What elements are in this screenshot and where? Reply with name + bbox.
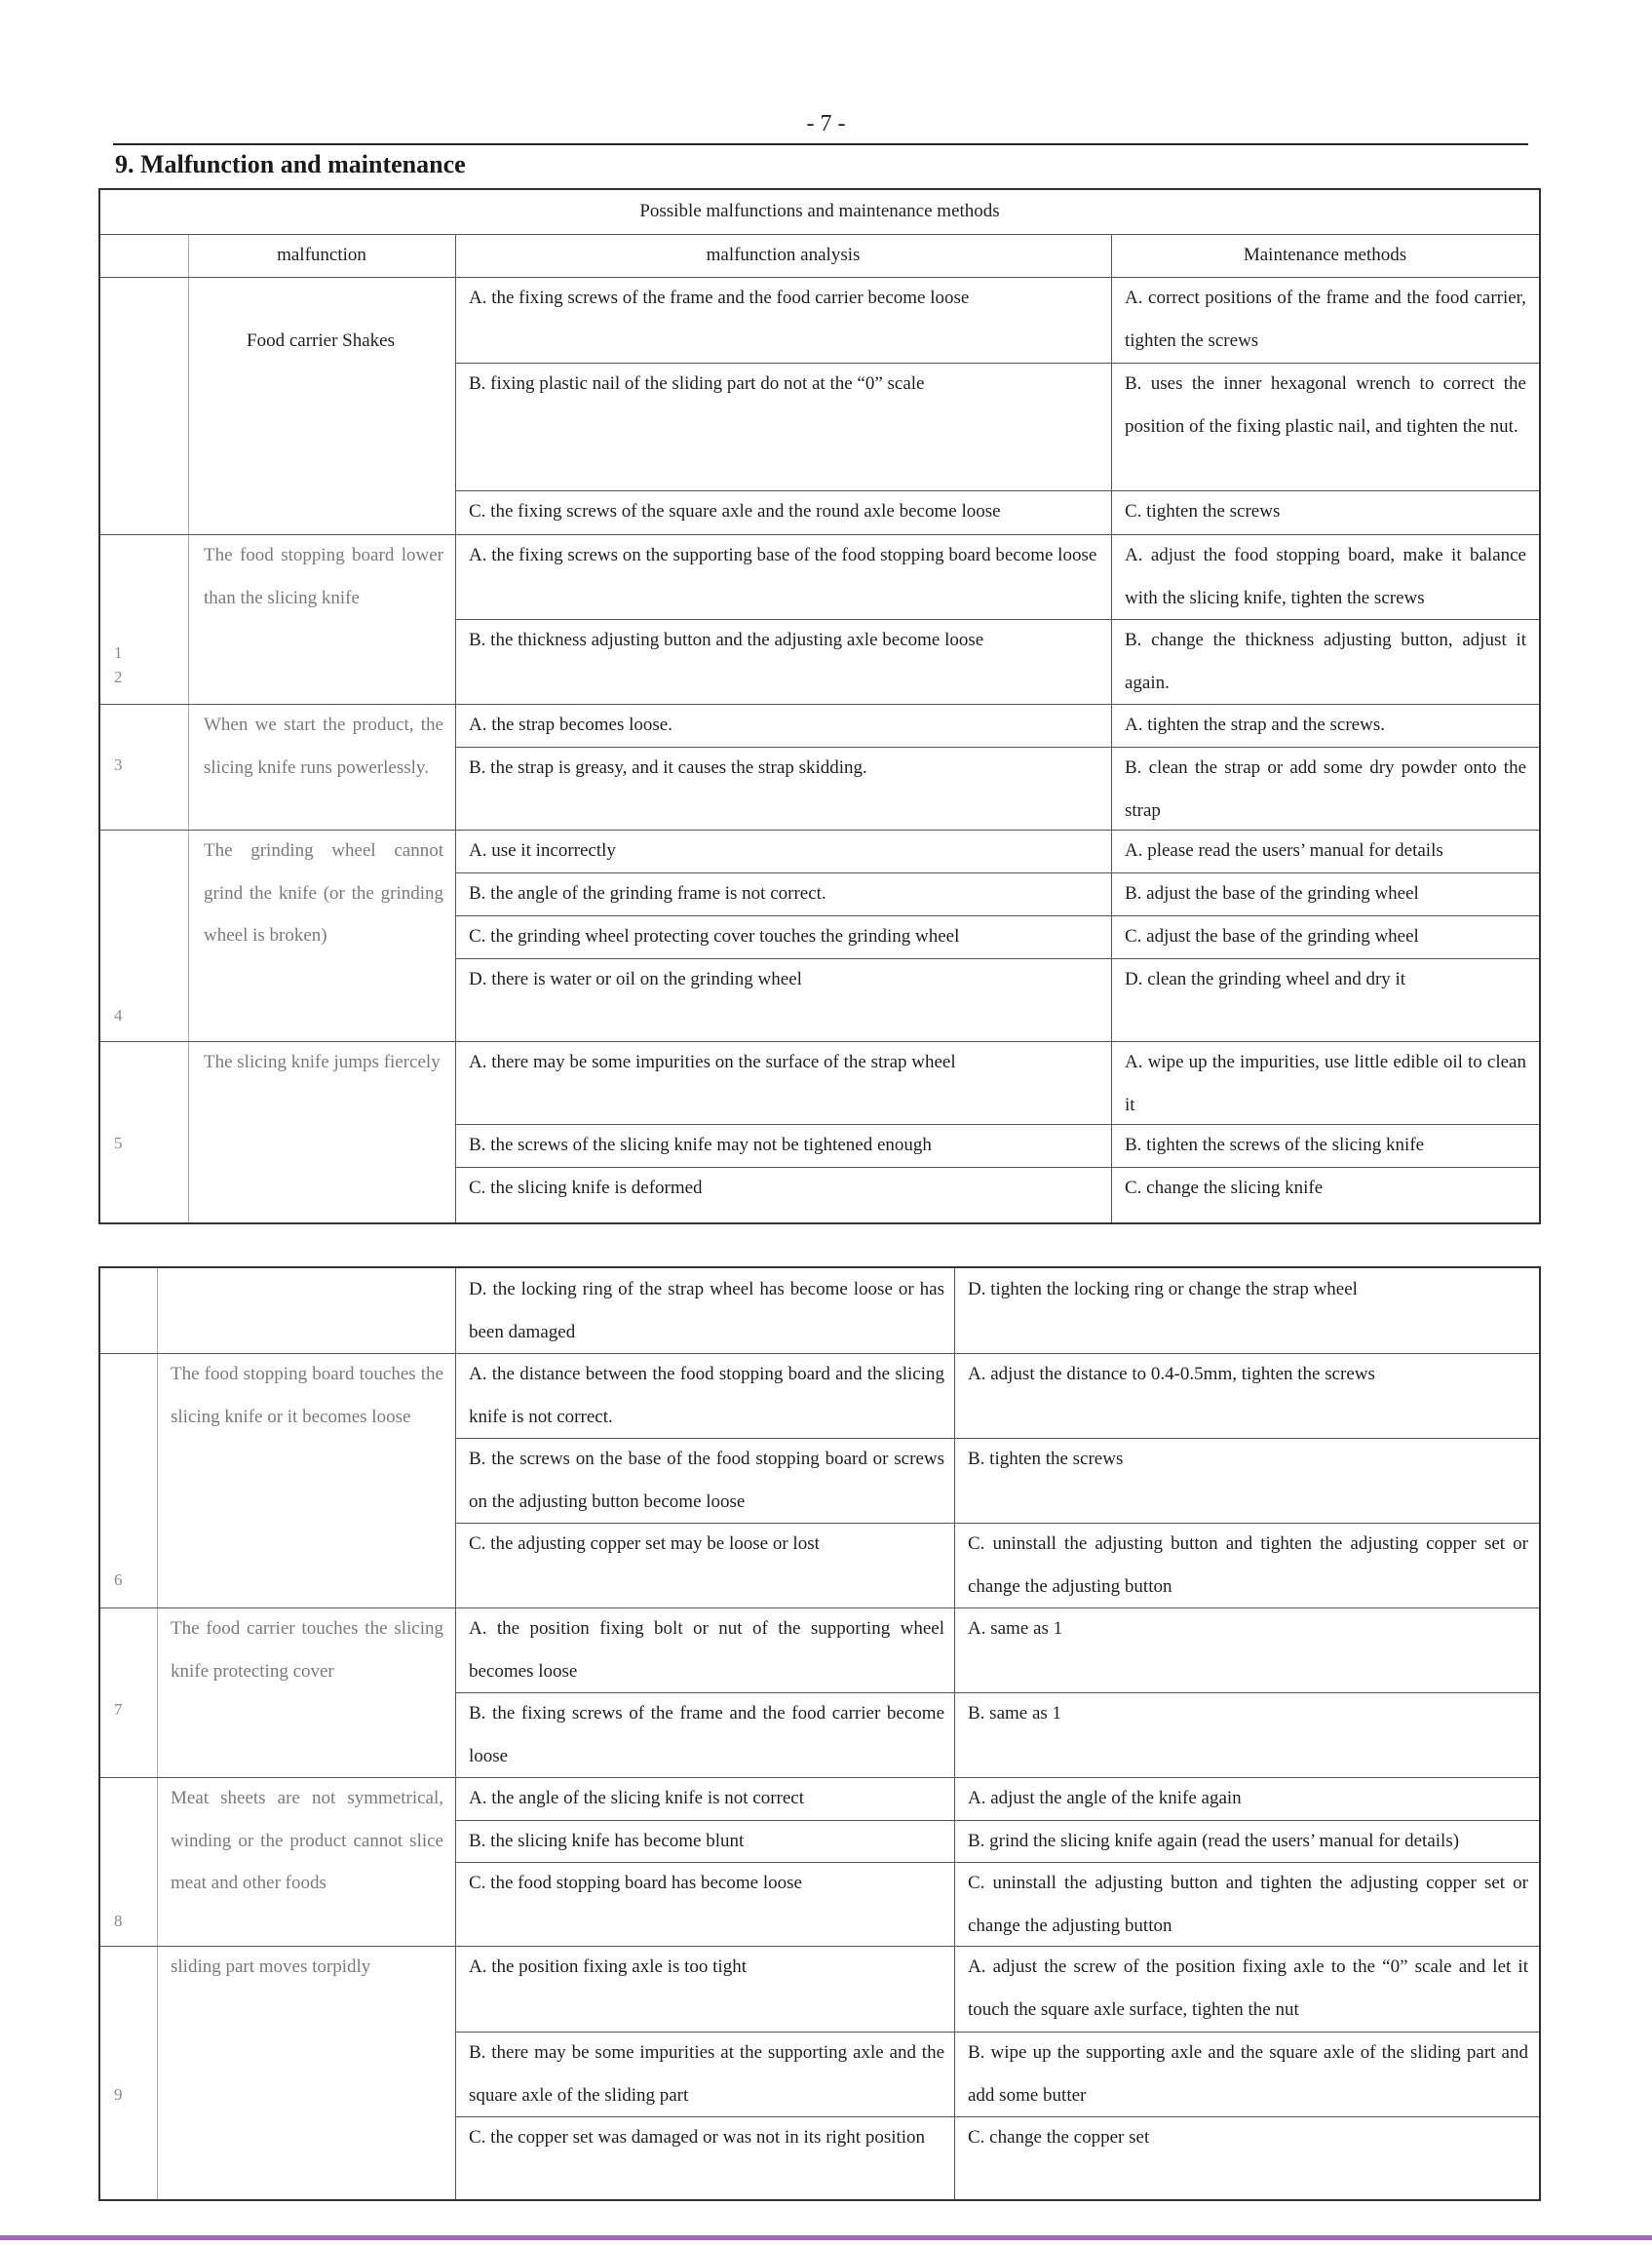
method-cell: A. adjust the angle of the knife again — [968, 1788, 1242, 1808]
method-cell: B. grind the slicing knife again (read the users’ manual for details) — [968, 1831, 1460, 1851]
method-cell: C. uninstall the adjusting button and tighten the adjusting copper set or change the adjusting button — [968, 1873, 1528, 1936]
malfunction-cell: The food carrier touches the slicing knife protecting cover — [171, 1618, 443, 1682]
column-divider — [455, 234, 456, 1222]
method-cell: D. tighten the locking ring or change the strap wheel — [968, 1279, 1358, 1299]
page-bottom-bar — [0, 2235, 1652, 2240]
method-cell: A. adjust the screw of the position fixing axle to the “0” scale and let it touch the square axle surface, tighten the nut — [968, 1956, 1528, 2020]
method-cell: B. adjust the base of the grinding wheel — [1125, 883, 1419, 904]
method-cell: A. adjust the distance to 0.4-0.5mm, tighten the screws — [968, 1364, 1375, 1384]
analysis-cell: A. the strap becomes loose. — [469, 715, 672, 735]
maintenance-table-2 — [98, 1266, 1541, 2201]
method-cell: B. tighten the screws — [968, 1449, 1124, 1469]
method-cell: B. tighten the screws of the slicing knife — [1125, 1135, 1425, 1155]
analysis-cell: C. the fixing screws of the square axle and the round axle become loose — [469, 501, 1001, 522]
method-cell: C. uninstall the adjusting button and tighten the adjusting copper set or change the adjusting button — [968, 1533, 1528, 1597]
header-methods: Maintenance methods — [1243, 245, 1407, 265]
analysis-cell: A. there may be some impurities on the surface of the strap wheel — [469, 1052, 956, 1072]
analysis-cell: B. the thickness adjusting button and the adjusting axle become loose — [469, 630, 984, 650]
method-cell: A. wipe up the impurities, use little edible oil to clean it — [1125, 1052, 1526, 1115]
header-rule — [113, 143, 1528, 145]
column-divider — [157, 1268, 158, 2199]
analysis-cell: A. the distance between the food stopping board and the slicing knife is not correct. — [469, 1364, 944, 1427]
method-cell: B. wipe up the supporting axle and the square axle of the sliding part and add some butter — [968, 2042, 1528, 2106]
method-cell: C. change the copper set — [968, 2127, 1150, 2148]
header-analysis: malfunction analysis — [706, 245, 861, 265]
analysis-cell: C. the grinding wheel protecting cover touches the grinding wheel — [469, 926, 960, 947]
analysis-cell: C. the adjusting copper set may be loose or lost — [469, 1533, 820, 1554]
malfunction-cell: sliding part moves torpidly — [171, 1956, 371, 1977]
malfunction-cell: The slicing knife jumps fiercely — [204, 1052, 441, 1072]
method-cell: B. same as 1 — [968, 1703, 1062, 1723]
row-number: 8 — [114, 1912, 123, 1930]
analysis-cell: B. fixing plastic nail of the sliding part do not at the “0” scale — [469, 373, 925, 394]
analysis-cell: A. the fixing screws of the frame and the food carrier become loose — [469, 288, 970, 308]
method-cell: C. change the slicing knife — [1125, 1178, 1324, 1198]
page-number: - 7 - — [806, 111, 846, 136]
column-divider — [954, 1268, 955, 2199]
method-cell: A. correct positions of the frame and the food carrier, tighten the screws — [1125, 288, 1526, 351]
table-title: Possible malfunctions and maintenance methods — [639, 201, 1000, 221]
method-cell: A. adjust the food stopping board, make it balance with the slicing knife, tighten the screws — [1125, 545, 1526, 608]
column-divider — [188, 234, 189, 1222]
method-cell: C. tighten the screws — [1125, 501, 1281, 522]
malfunction-cell: The food stopping board lower than the slicing knife — [204, 545, 443, 608]
section-heading: 9. Malfunction and maintenance — [115, 150, 466, 178]
method-cell: A. same as 1 — [968, 1618, 1063, 1639]
row-number: 4 — [114, 1006, 123, 1025]
analysis-cell: B. the slicing knife has become blunt — [469, 1831, 745, 1851]
row-number: 3 — [114, 755, 123, 774]
analysis-cell: B. the screws on the base of the food stopping board or screws on the adjusting button become loose — [469, 1449, 944, 1512]
malfunction-cell: When we start the product, the slicing knife runs powerlessly. — [204, 715, 443, 778]
header-malfunction: malfunction — [277, 245, 366, 265]
analysis-cell: A. the fixing screws on the supporting base of the food stopping board become loose — [469, 545, 1097, 565]
malfunction-cell: Meat sheets are not symmetrical, winding or the product cannot slice meat and other foods — [171, 1788, 443, 1893]
analysis-cell: B. the angle of the grinding frame is not correct. — [469, 883, 826, 904]
analysis-cell: B. there may be some impurities at the supporting axle and the square axle of the sliding part — [469, 2042, 944, 2106]
row-number: 7 — [114, 1700, 123, 1719]
maintenance-table-1 — [98, 188, 1541, 1224]
column-divider — [1111, 234, 1112, 1222]
malfunction-cell: The food stopping board touches the slicing knife or it becomes loose — [171, 1364, 443, 1427]
method-cell: D. clean the grinding wheel and dry it — [1125, 969, 1406, 989]
column-divider — [455, 1268, 456, 2199]
malfunction-cell: Food carrier Shakes — [247, 330, 395, 351]
row-number: 1 — [114, 643, 123, 662]
method-cell: A. tighten the strap and the screws. — [1125, 715, 1385, 735]
analysis-cell: B. the fixing screws of the frame and the food carrier become loose — [469, 1703, 944, 1766]
row-number: 9 — [114, 2085, 123, 2104]
method-cell: B. clean the strap or add some dry powder onto the strap — [1125, 757, 1526, 821]
analysis-cell: B. the strap is greasy, and it causes the strap skidding. — [469, 757, 867, 778]
method-cell: C. adjust the base of the grinding wheel — [1125, 926, 1419, 947]
method-cell: A. please read the users’ manual for details — [1125, 840, 1443, 861]
row-number: 6 — [114, 1570, 123, 1589]
analysis-cell: A. the position fixing axle is too tight — [469, 1956, 747, 1977]
row-number: 5 — [114, 1134, 123, 1152]
method-cell: B. uses the inner hexagonal wrench to correct the position of the fixing plastic nail, and tighten the nut. — [1125, 373, 1526, 437]
analysis-cell: A. the position fixing bolt or nut of the supporting wheel becomes loose — [469, 1618, 944, 1682]
analysis-cell: A. the angle of the slicing knife is not correct — [469, 1788, 805, 1808]
method-cell: B. change the thickness adjusting button, adjust it again. — [1125, 630, 1526, 693]
analysis-cell: A. use it incorrectly — [469, 840, 616, 861]
row-number: 2 — [114, 668, 123, 686]
analysis-cell: D. there is water or oil on the grinding wheel — [469, 969, 802, 989]
analysis-cell: B. the screws of the slicing knife may not be tightened enough — [469, 1135, 932, 1155]
analysis-cell: D. the locking ring of the strap wheel has become loose or has been damaged — [469, 1279, 944, 1342]
analysis-cell: C. the copper set was damaged or was not in its right position — [469, 2127, 926, 2148]
analysis-cell: C. the food stopping board has become loose — [469, 1873, 802, 1893]
analysis-cell: C. the slicing knife is deformed — [469, 1178, 703, 1198]
malfunction-cell: The grinding wheel cannot grind the knife (or the grinding wheel is broken) — [204, 840, 443, 946]
